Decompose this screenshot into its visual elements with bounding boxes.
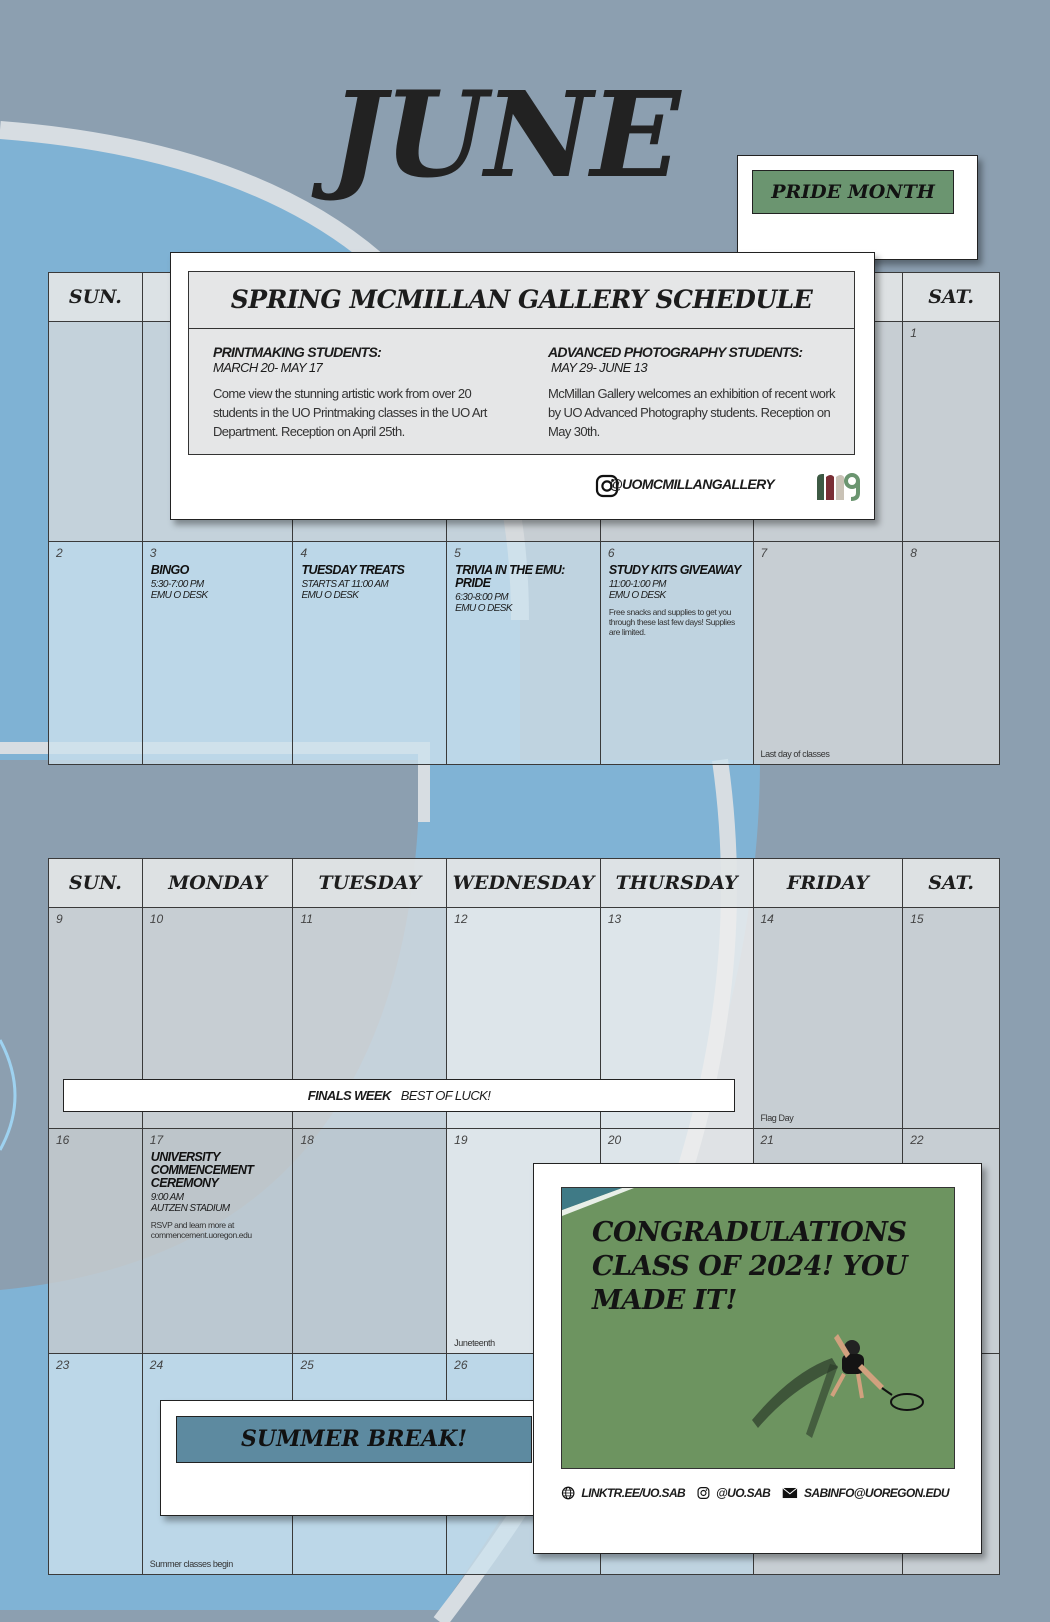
event-bingo[interactable]	[151, 564, 287, 601]
gallery-right-heading: ADVANCED PHOTOGRAPHY STUDENTS:	[548, 344, 803, 360]
day-cell[interactable]	[49, 1354, 143, 1574]
mcmillan-gallery-logo	[815, 471, 861, 501]
summer-break-card	[160, 1400, 548, 1516]
globe-icon	[561, 1483, 575, 1503]
day-cell[interactable]	[49, 1129, 143, 1353]
finals-week-label: FINALS WEEK	[307, 1088, 391, 1103]
event-time: 6:30-8:00 PM	[455, 592, 508, 603]
event-place: EMU O DESK	[608, 589, 666, 601]
header-sun: SUN.	[49, 273, 143, 321]
day-cell[interactable]	[447, 542, 601, 764]
event-place: AUTZEN STADIUM	[150, 1202, 230, 1214]
gallery-left-heading: PRINTMAKING STUDENTS:	[213, 344, 382, 360]
gallery-left-dates: MARCH 20- MAY 17	[213, 360, 323, 375]
day-number: 16	[56, 1133, 70, 1147]
finals-week-banner	[63, 1079, 735, 1112]
day-number: 20	[607, 1133, 622, 1147]
email-link[interactable]: SABINFO@UOREGON.EDU	[804, 1486, 949, 1500]
month-title: JUNE	[330, 65, 679, 204]
pride-month-card	[737, 155, 978, 260]
day-cell[interactable]	[903, 542, 999, 764]
day-number: 3	[149, 546, 157, 560]
day-cell[interactable]	[143, 1129, 294, 1353]
day-number: 1	[910, 326, 917, 340]
day-cell[interactable]	[754, 908, 904, 1128]
event-trivia-pride[interactable]	[455, 564, 594, 614]
contact-links	[561, 1482, 961, 1504]
day-cell[interactable]	[903, 908, 999, 1128]
day-number: 14	[760, 912, 774, 926]
day-number: 21	[760, 1133, 774, 1147]
event-place: EMU O DESK	[150, 589, 208, 601]
day-number: 15	[910, 912, 924, 926]
finals-week-message: BEST OF LUCK!	[400, 1088, 491, 1103]
day-number: 5	[454, 546, 461, 560]
gallery-instagram-handle[interactable]: @UOMCMILLANGALLERY	[609, 476, 775, 492]
event-title: BINGO	[150, 563, 189, 577]
event-description: Free snacks and supplies to get you through these last few days! Supplies are limited.	[608, 607, 735, 637]
header-monday: MONDAY	[143, 859, 294, 907]
mail-icon	[782, 1485, 798, 1501]
day-number: 13	[607, 912, 622, 926]
day-number: 17	[149, 1133, 164, 1147]
event-description: RSVP and learn more at commencement.uoregon.edu	[150, 1220, 252, 1240]
header-wednesday: WEDNESDAY	[447, 859, 601, 907]
day-number: 10	[149, 912, 164, 926]
day-cell[interactable]	[49, 542, 143, 764]
day-number: 26	[454, 1358, 468, 1372]
event-title: UNIVERSITY COMMENCEMENT CEREMONY	[150, 1150, 254, 1190]
event-title: TUESDAY TREATS	[301, 563, 405, 577]
event-time: 11:00-1:00 PM	[608, 579, 666, 590]
event-study-kits[interactable]	[609, 564, 747, 637]
day-cell[interactable]	[754, 542, 904, 764]
gallery-right-body: McMillan Gallery welcomes an exhibition of recent work by UO Advanced Photography students. Reception on May 30th.	[548, 386, 835, 439]
day-number: 19	[454, 1133, 468, 1147]
instagram-link[interactable]: @UO.SAB	[716, 1486, 771, 1500]
linktree-link[interactable]: LINKTR.EE/UO.SAB	[581, 1486, 686, 1500]
event-title: TRIVIA IN THE EMU: PRIDE	[455, 563, 565, 590]
event-place: EMU O DESK	[301, 589, 359, 601]
summer-break-label: SUMMER BREAK!	[176, 1416, 532, 1463]
day-number: 6	[607, 546, 615, 560]
summer-classes-note: Summer classes begin	[149, 1559, 233, 1569]
last-day-note: Last day of classes	[760, 749, 830, 759]
gallery-right-dates: MAY 29- JUNE 13	[551, 360, 648, 375]
day-cell[interactable]	[293, 542, 447, 764]
gallery-left-body: Come view the stunning artistic work from over 20 students in the UO Printmaking classes in the UO Art Department. Reception on April 25th.	[213, 386, 487, 439]
gallery-printmaking	[213, 344, 513, 441]
day-number: 12	[454, 912, 468, 926]
day-number: 22	[910, 1133, 924, 1147]
instagram-icon	[697, 1484, 710, 1502]
event-time: STARTS AT 11:00 AM	[301, 579, 389, 590]
event-time: 9:00 AM	[150, 1192, 184, 1203]
header-sat: SAT.	[928, 872, 974, 894]
event-place: EMU O DESK	[455, 602, 512, 614]
event-commencement[interactable]	[151, 1151, 287, 1240]
day-number: 2	[56, 546, 63, 560]
day-number: 9	[56, 912, 63, 926]
day-cell[interactable]	[143, 542, 294, 764]
event-title: STUDY KITS GIVEAWAY	[608, 563, 741, 577]
day-number: 23	[56, 1358, 70, 1372]
header-sun: SUN.	[49, 859, 143, 907]
pride-month-label: PRIDE MONTH	[752, 170, 954, 214]
header-sat: SAT.	[928, 286, 974, 308]
gallery-photography	[548, 344, 848, 441]
congratulations-card	[533, 1163, 982, 1554]
tennis-player-photo	[561, 1187, 955, 1469]
header-friday: FRIDAY	[754, 859, 904, 907]
juneteenth-note: Juneteenth	[454, 1338, 495, 1348]
gallery-title: SPRING MCMILLAN GALLERY SCHEDULE	[189, 272, 854, 329]
day-number: 11	[300, 912, 313, 926]
event-time: 5:30-7:00 PM	[150, 579, 204, 590]
header-thursday: THURSDAY	[601, 859, 754, 907]
day-number: 24	[149, 1358, 164, 1372]
day-number: 7	[760, 546, 768, 560]
header-tuesday: TUESDAY	[293, 859, 447, 907]
day-number: 25	[300, 1358, 314, 1372]
day-cell[interactable]	[601, 542, 754, 764]
event-tuesday-treats[interactable]	[301, 564, 440, 601]
day-number: 4	[300, 546, 308, 560]
day-cell[interactable]	[903, 322, 999, 541]
day-cell[interactable]	[293, 1129, 447, 1353]
gallery-schedule-card	[170, 252, 875, 520]
day-number: 8	[910, 546, 917, 560]
day-number: 18	[300, 1133, 314, 1147]
congratulations-message: CONGRADULATIONS CLASS OF 2024! YOU MADE IT!	[592, 1217, 908, 1316]
flag-day-note: Flag Day	[760, 1113, 794, 1123]
